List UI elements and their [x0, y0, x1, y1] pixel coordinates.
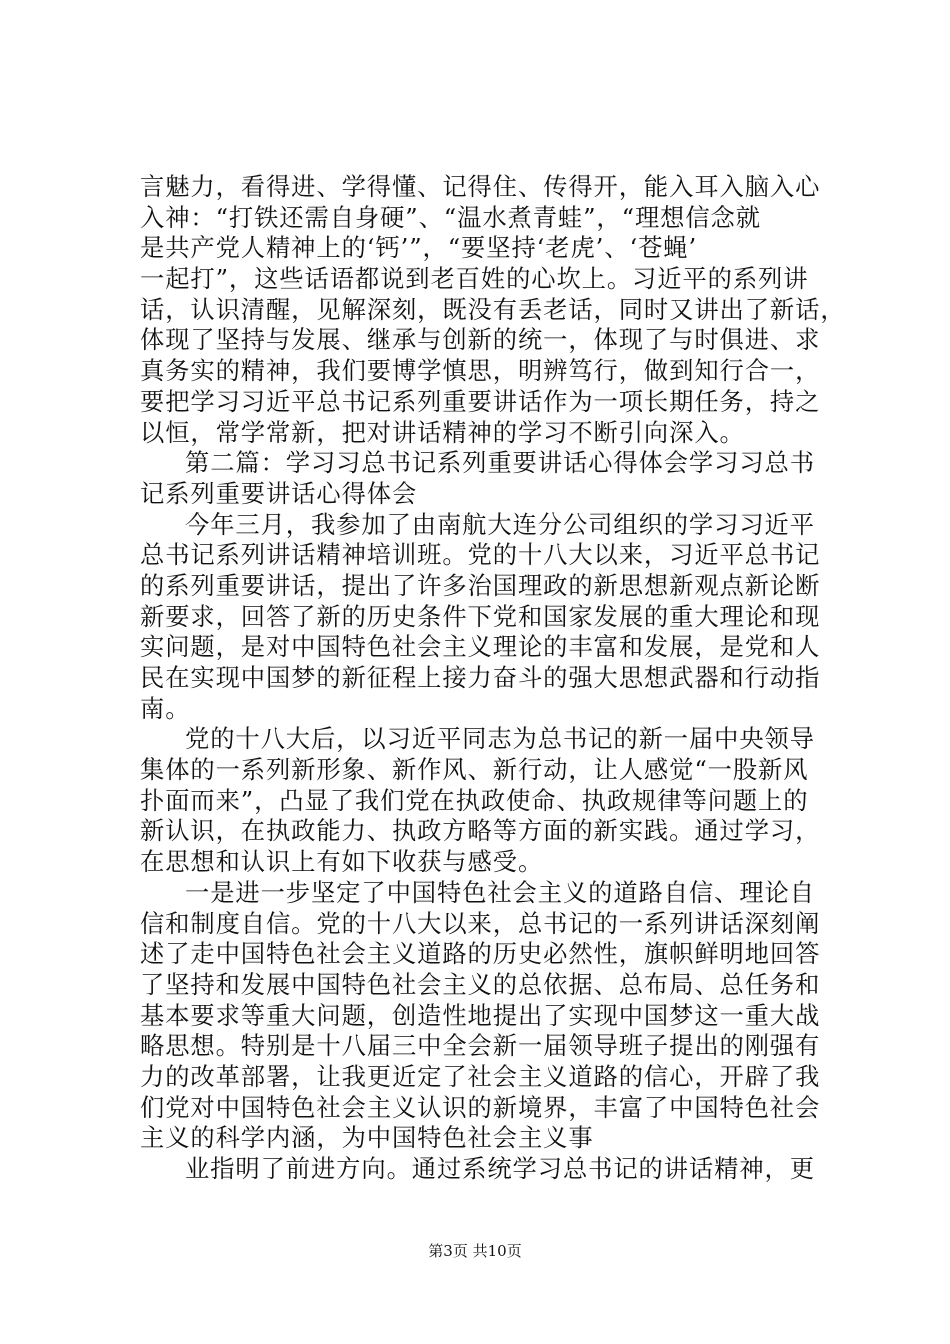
document-body	[140, 172, 852, 1185]
text-line: 集体的一系列新形象、新作风、新行动，让人感觉“一股新风	[140, 755, 809, 785]
text-line: 以恒，常学常新，把对讲话精神的学习不断引向深入。	[140, 417, 745, 447]
section-heading-line: 记系列重要讲话心得体会	[140, 478, 418, 508]
text-line: 总书记系列讲话精神培训班。党的十八大以来，习近平总书记	[140, 540, 821, 570]
text-line: 言魅力，看得进、学得懂、记得住、传得开，能入耳入脑入心	[140, 172, 821, 201]
text-line: 信和制度自信。党的十八大以来，总书记的一系列讲话深刻阐	[140, 908, 821, 938]
text-line: 新要求，回答了新的历史条件下党和国家发展的重大理论和现	[140, 601, 821, 631]
text-line: 在思想和认识上有如下收获与感受。	[140, 847, 544, 877]
text-line: 业指明了前进方向。通过系统学习总书记的讲话精神，更	[185, 1154, 815, 1183]
text-line: 实问题，是对中国特色社会主义理论的丰富和发展，是党和人	[140, 632, 821, 662]
text-line: 民在实现中国梦的新征程上接力奋斗的强大思想武器和行动指	[140, 663, 821, 692]
text-line: 的系列重要讲话，提出了许多治国理政的新思想新观点新论断	[140, 570, 821, 600]
text-line: 真务实的精神，我们要博学慎思，明辨笃行，做到知行合一，	[140, 356, 821, 386]
text-line: 扑面而来”，凸显了我们党在执政使命、执政规律等问题上的	[140, 785, 809, 815]
text-line: 一起打”，这些话语都说到老百姓的心坎上。习近平的系列讲	[140, 264, 809, 294]
text-line: 们党对中国特色社会主义认识的新境界，丰富了中国特色社会	[140, 1092, 821, 1122]
text-line: 主义的科学内涵，为中国特色社会主义事	[140, 1123, 594, 1153]
text-line: 是共产党人精神上的‘钙’”，“要坚持‘老虎’、‘苍蝇’	[140, 233, 698, 263]
text-line: 基本要求等重大问题，创造性地提出了实现中国梦这一重大战	[140, 1000, 821, 1030]
section-heading-line: 第二篇：学习习总书记系列重要讲话心得体会学习习总书	[185, 448, 815, 478]
page-number-footer: 第3页 共10页	[428, 1242, 522, 1260]
text-line: 了坚持和发展中国特色社会主义的总依据、总布局、总任务和	[140, 969, 821, 999]
text-line: 南。	[140, 693, 191, 723]
text-line: 新认识，在执政能力、执政方略等方面的新实践。通过学习，	[140, 816, 821, 846]
text-line: 力的改革部署，让我更近定了社会主义道路的信心，开辟了我	[140, 1061, 821, 1091]
text-line: 话，认识清醒，见解深刻，既没有丢老话，同时又讲出了新话，	[140, 294, 846, 324]
text-line: 略思想。特别是十八届三中全会新一届领导班子提出的刚强有	[140, 1031, 821, 1061]
text-line: 入神：“打铁还需自身硬”、“温水煮青蛙”，“理想信念就	[140, 202, 761, 232]
text-line: 党的十八大后，以习近平同志为总书记的新一届中央领导	[185, 724, 815, 754]
text-line: 要把学习习近平总书记系列重要讲话作为一项长期任务，持之	[140, 386, 821, 416]
text-line: 述了走中国特色社会主义道路的历史必然性，旗帜鲜明地回答	[140, 939, 821, 969]
text-line: 今年三月，我参加了由南航大连分公司组织的学习习近平	[185, 509, 815, 539]
text-line: 体现了坚持与发展、继承与创新的统一，体现了与时俱进、求	[140, 325, 821, 355]
text-line: 一是进一步坚定了中国特色社会主义的道路自信、理论自	[185, 877, 815, 907]
